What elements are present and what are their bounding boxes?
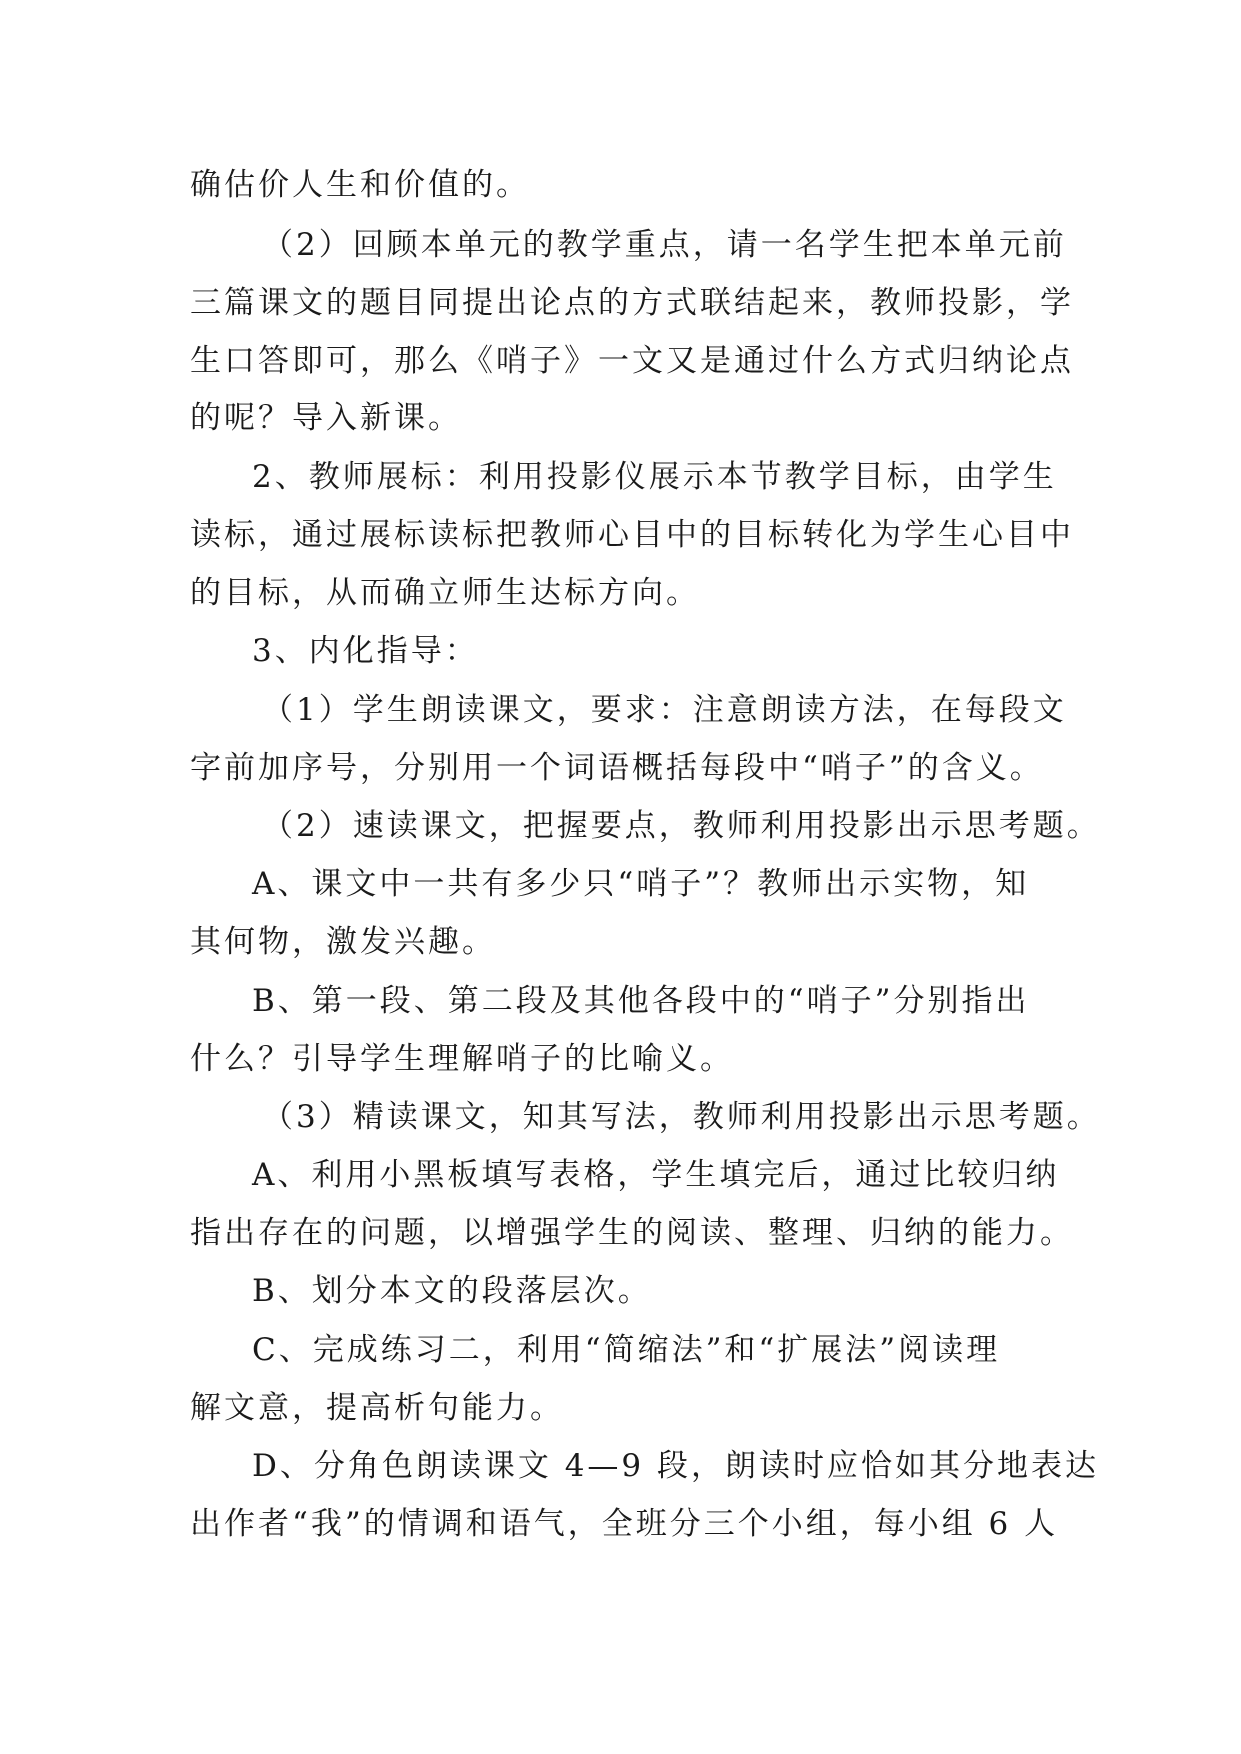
text-line: 2、教师展标：利用投影仪展示本节教学目标，由学生 [252,459,1057,495]
text-line: 读标，通过展标读标把教师心目中的目标转化为学生心目中 [190,517,1074,553]
text-line: （2）回顾本单元的教学重点，请一名学生把本单元前 [262,227,1067,263]
text-line: B、划分本文的段落层次。 [252,1273,652,1309]
text-line: A、利用小黑板填写表格，学生填完后，通过比较归纳 [252,1157,1060,1193]
text-line: 解文意，提高析句能力。 [190,1390,564,1426]
text-line: 3、内化指导： [252,633,479,669]
text-line: （1）学生朗读课文，要求：注意朗读方法，在每段文 [262,692,1067,728]
text-line: 什么？引导学生理解哨子的比喻义。 [190,1041,734,1077]
text-line: （2）速读课文，把握要点，教师利用投影出示思考题。 [262,808,1101,844]
text-line: 确估价人生和价值的。 [190,167,530,203]
text-line: 的呢？导入新课。 [190,400,462,436]
text-line: 指出存在的问题，以增强学生的阅读、整理、归纳的能力。 [190,1215,1074,1251]
text-line: 其何物，激发兴趣。 [190,924,496,960]
text-line: 生口答即可，那么《哨子》一文又是通过什么方式归纳论点 [190,343,1074,379]
text-line: C、完成练习二，利用“简缩法”和“扩展法”阅读理 [252,1332,1001,1368]
text-line: （3）精读课文，知其写法，教师利用投影出示思考题。 [262,1099,1101,1135]
text-line: 的目标，从而确立师生达标方向。 [190,575,700,611]
text-line: B、第一段、第二段及其他各段中的“哨子”分别指出 [252,983,1030,1019]
text-line: A、课文中一共有多少只“哨子”？教师出示实物，知 [252,866,1030,902]
text-line: 三篇课文的题目同提出论点的方式联结起来，教师投影，学 [190,285,1074,321]
text-line: D、分角色朗读课文 4—9 段，朗读时应恰如其分地表达 [252,1448,1100,1484]
text-line: 出作者“我”的情调和语气，全班分三个小组，每小组 6 人 [190,1506,1059,1542]
text-line: 字前加序号，分别用一个词语概括每段中“哨子”的含义。 [190,750,1044,786]
